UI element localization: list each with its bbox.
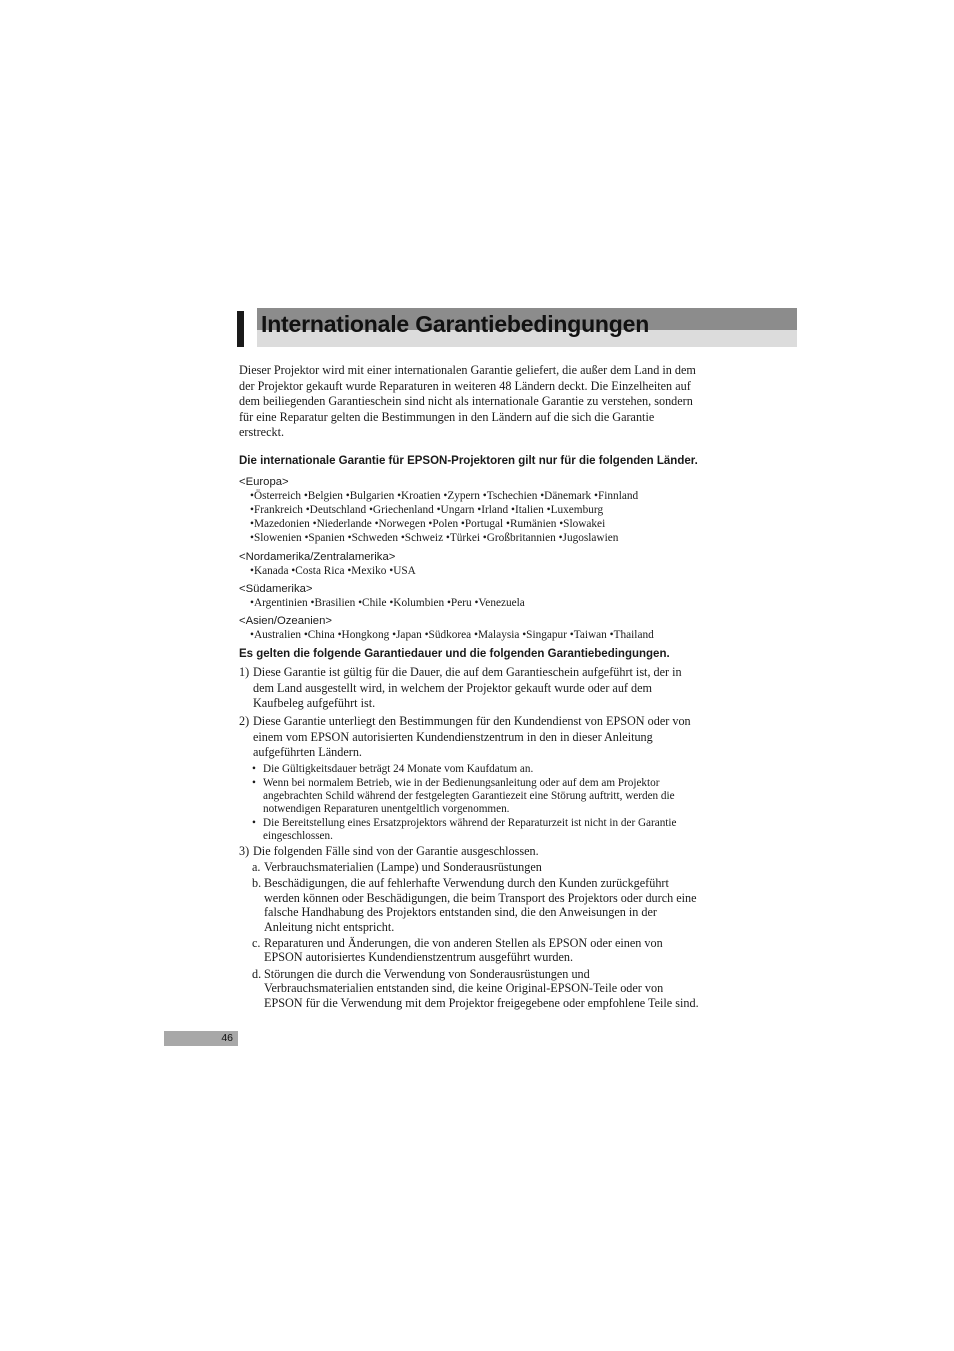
- region-label: <Südamerika>: [239, 583, 313, 596]
- item-label: d.: [252, 966, 262, 981]
- bullet-icon: •: [252, 777, 256, 790]
- condition-3-item-b: [252, 876, 699, 934]
- country-list: [250, 596, 699, 610]
- condition-text: Die folgenden Fälle sind von der Garantie ausgeschlossen.: [253, 844, 539, 859]
- region-label: <Asien/Ozeanien>: [239, 615, 332, 628]
- title-accent-bar: [237, 311, 244, 347]
- country-line: •Slowenien •Spanien •Schweden •Schweiz •Türkei •Großbritannien •Jugoslawien: [250, 532, 619, 545]
- condition-3: [239, 844, 699, 860]
- country-line: •Frankreich •Deutschland •Griechenland •Ungarn •Irland •Italien •Luxemburg: [250, 503, 604, 516]
- region-label: <Europa>: [239, 475, 289, 488]
- item-text: Beschädigungen, die auf fehlerhafte Verwendung durch den Kunden zurückgeführt werden können oder Beschädigungen, die beim Transport des Projektors oder durch eine falsche Handhabung des Projektors entstanden sind, die den Anweisungen in der Anleitung nicht entspricht.: [264, 876, 697, 934]
- condition-text: Diese Garantie ist gültig für die Dauer, die auf dem Garantieschein aufgeführt ist, der in dem Land ausgestellt wird, in welchem der Projektor gekauft wurde oder auf dem Kaufbeleg aufgeführt ist.: [253, 665, 682, 711]
- main-content: [239, 363, 699, 1010]
- item-label: c.: [252, 935, 261, 950]
- item-text: Reparaturen und Änderungen, die von anderen Stellen als EPSON oder einen von EPSON autorisiertes Kundendienstzentrum ausgeführt wurden.: [264, 935, 663, 965]
- condition-number: 2): [239, 714, 250, 729]
- conditions-heading: Es gelten die folgende Garantiedauer und die folgenden Garantiebedingungen.: [239, 647, 670, 660]
- bullet-text: Die Gültigkeitsdauer beträgt 24 Monate vom Kaufdatum an.: [263, 762, 534, 775]
- country-line: •Österreich •Belgien •Bulgarien •Kroatien •Zypern •Tschechien •Dänemark •Finnland: [250, 489, 639, 502]
- item-label: b.: [252, 876, 262, 891]
- condition-3-item-a: [252, 860, 699, 874]
- condition-2-bullet: [252, 777, 699, 815]
- intro-paragraph: Dieser Projektor wird mit einer internationalen Garantie geliefert, die außer dem Land in dem der Projektor gekauft wurde Reparaturen in weiteren 48 Ländern deckt. Die Einzelheiten auf dem beiliegenden Garantieschein sind nicht als internationale Garantie zu verstehen, sondern für eine Reparatur gelten die Bestimmungen in den Ländern auf die sich die Garantie erstreckt.: [239, 363, 696, 440]
- title-band: [237, 308, 797, 347]
- condition-3-item-c: [252, 936, 699, 965]
- item-text: Verbrauchsmaterialien (Lampe) und Sonderausrüstungen: [264, 859, 542, 874]
- bullet-icon: •: [252, 762, 256, 775]
- bullet-icon: •: [252, 817, 256, 830]
- country-list: [250, 564, 699, 578]
- bullet-text: Wenn bei normalem Betrieb, wie in der Bedienungsanleitung oder auf dem am Projektor angebrachten Schild während der festgelegten Garantiezeit eine Störung auftritt, werden die notwendigen Reparaturen unentgeltlich vorgenommen.: [263, 777, 675, 815]
- region-asia-oceania: [239, 614, 699, 642]
- region-south-america: [239, 582, 699, 610]
- region-europe: [239, 475, 699, 546]
- condition-2-bullet: [252, 763, 699, 776]
- bullet-text: Die Bereitstellung eines Ersatzprojektors während der Reparaturzeit ist nicht in der Garantie eingeschlossen.: [263, 817, 677, 842]
- condition-number: 3): [239, 844, 250, 859]
- region-north-central-america: [239, 550, 699, 578]
- condition-2-bullet: [252, 817, 699, 842]
- country-line: •Kanada •Costa Rica •Mexiko •USA: [250, 564, 416, 577]
- country-list: [250, 628, 699, 642]
- condition-text: Diese Garantie unterliegt den Bestimmungen für den Kundendienst von EPSON oder von einem vom EPSON autorisierten Kundendienstzentrum in den in dieser Anleitung aufgeführten Ländern.: [253, 714, 691, 760]
- condition-3-item-d: [252, 967, 699, 1010]
- country-list: [250, 489, 699, 546]
- condition-number: 1): [239, 665, 250, 680]
- region-label: <Nordamerika/Zentralamerika>: [239, 550, 396, 563]
- country-line: •Mazedonien •Niederlande •Norwegen •Polen •Portugal •Rumänien •Slowakei: [250, 518, 606, 531]
- page-number: 46: [164, 1031, 238, 1046]
- condition-1: [239, 665, 699, 712]
- country-line: •Argentinien •Brasilien •Chile •Kolumbien •Peru •Venezuela: [250, 597, 525, 610]
- item-label: a.: [252, 859, 261, 874]
- item-text: Störungen die durch die Verwendung von Sonderausrüstungen und Verbrauchsmaterialien entstanden sind, die keine Original-EPSON-Teile oder von EPSON für die Verwendung mit dem Projektor freigegebene oder empfohlene Teile sind.: [264, 966, 699, 1010]
- condition-2: [239, 714, 699, 761]
- countries-heading: Die internationale Garantie für EPSON-Projektoren gilt nur für die folgenden Länder.: [239, 454, 698, 467]
- country-line: •Australien •China •Hongkong •Japan •Südkorea •Malaysia •Singapur •Taiwan •Thailand: [250, 629, 654, 642]
- page-title: Internationale Garantiebedingungen: [261, 311, 650, 337]
